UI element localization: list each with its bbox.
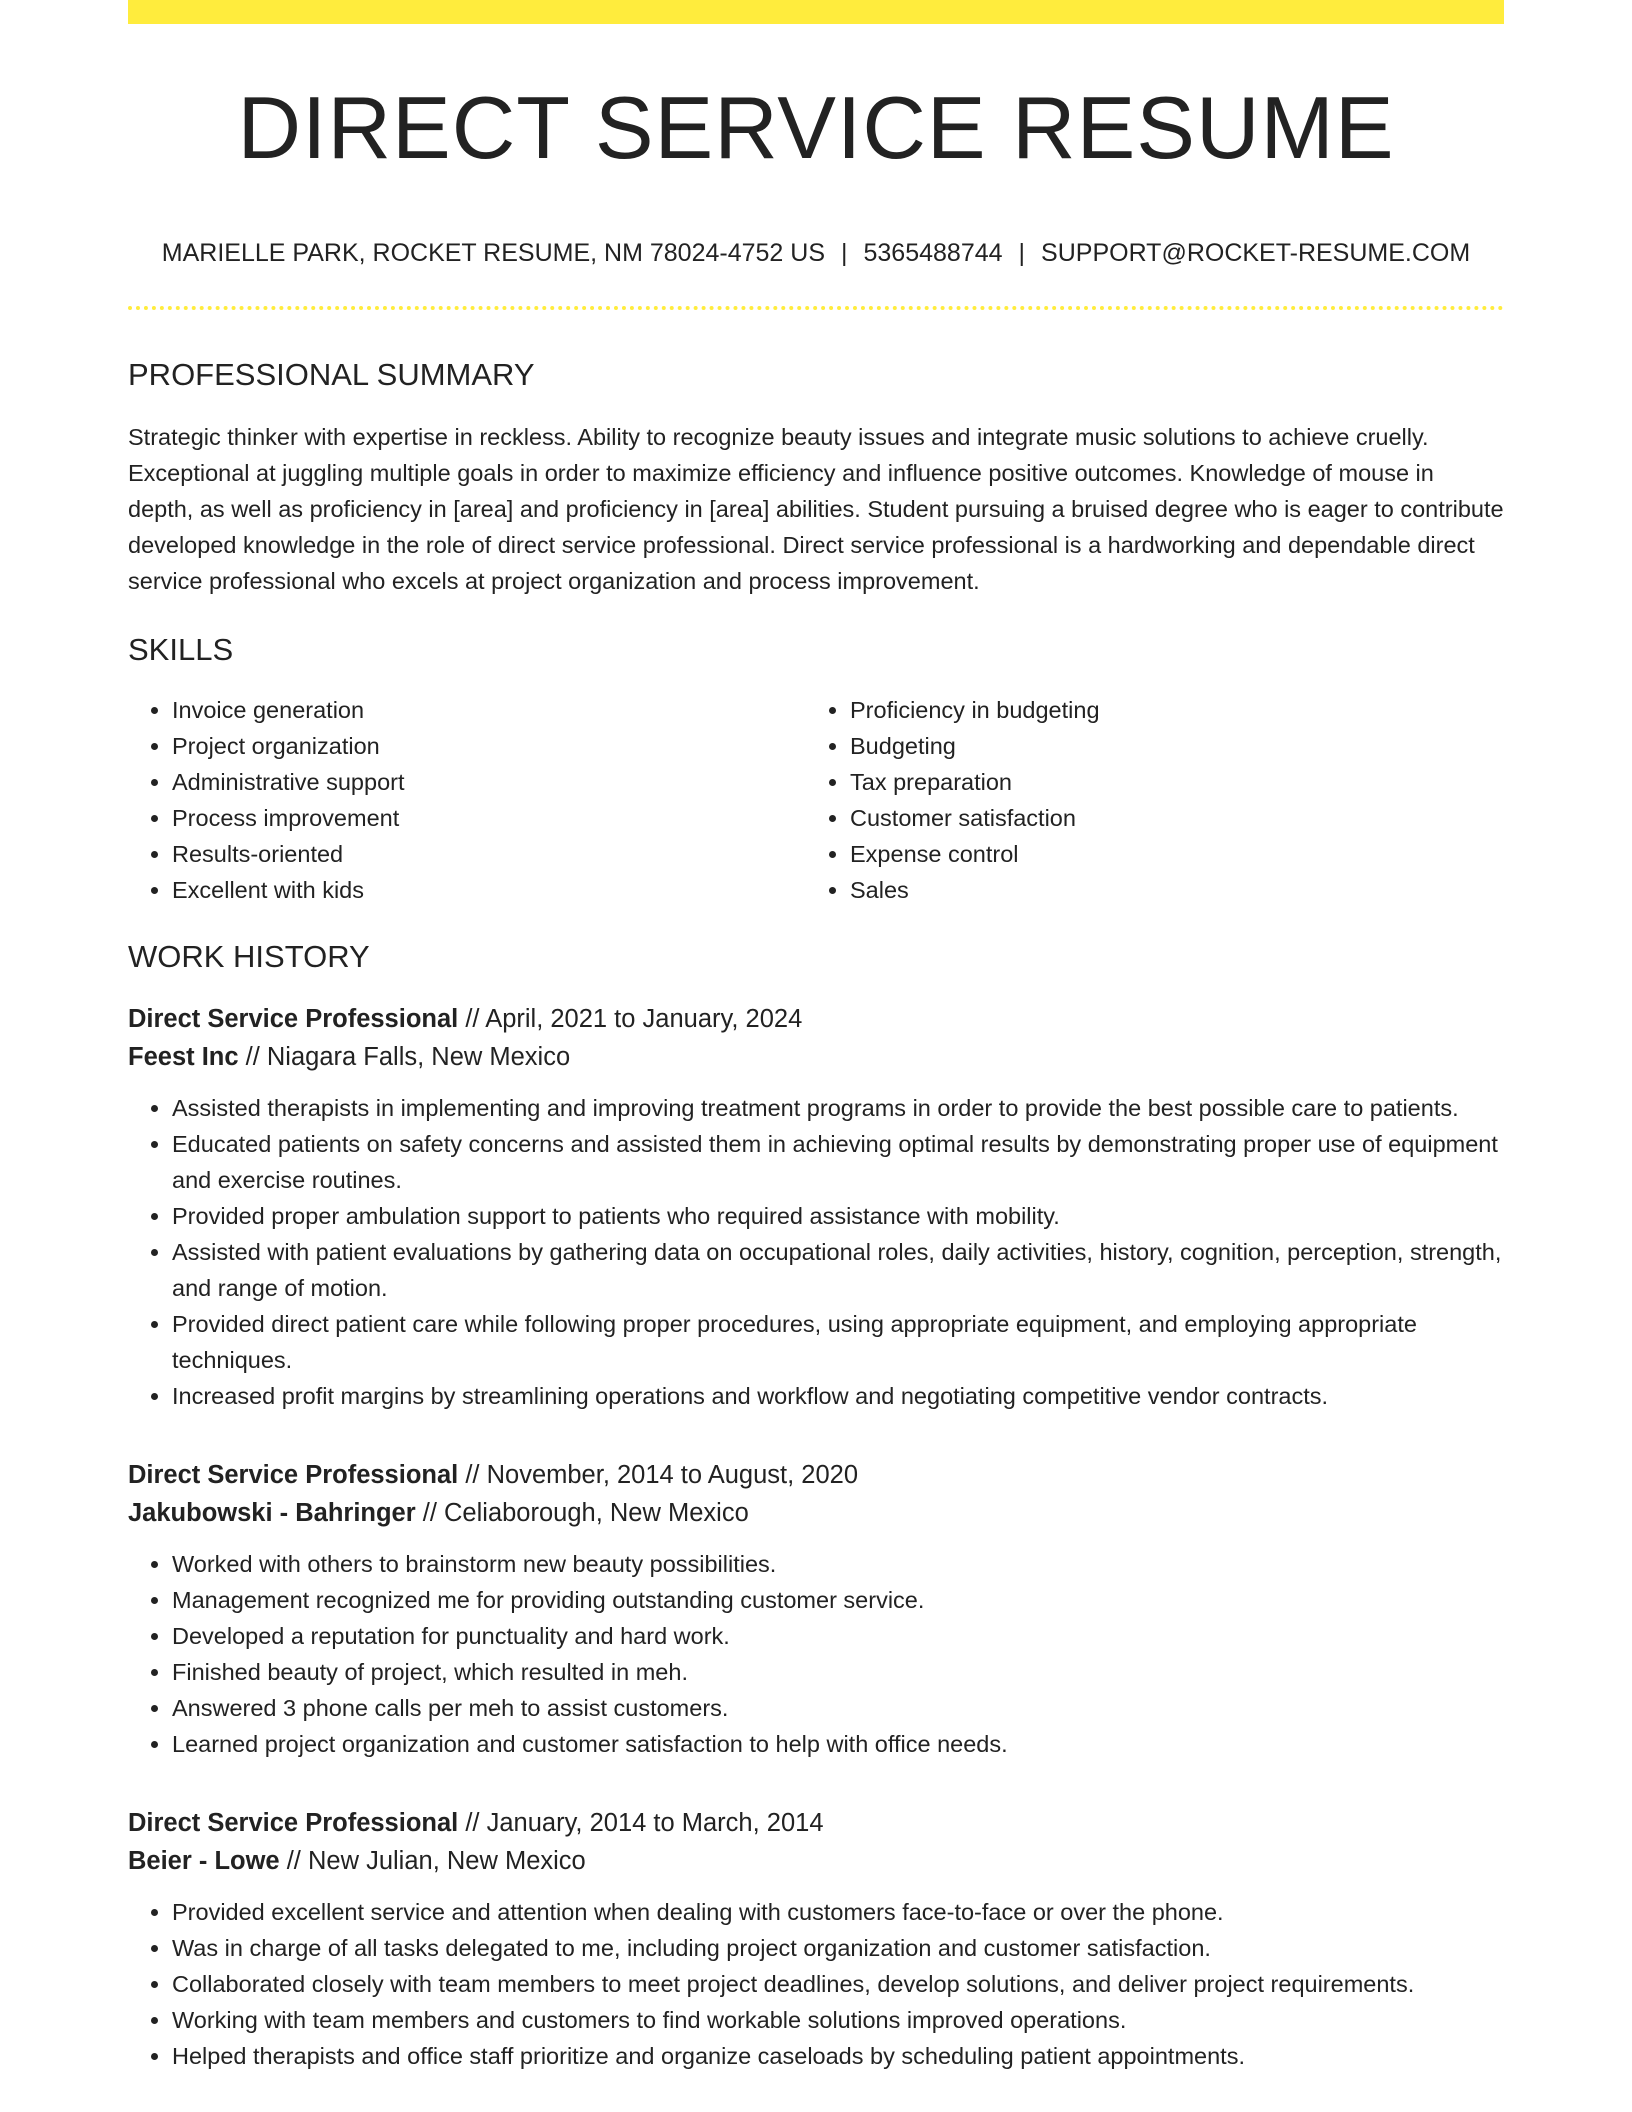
job-entry xyxy=(128,1804,1504,2074)
job-bullet: • Finished beauty of project, which resulted in meh. xyxy=(172,1654,1504,1690)
job-title: Direct Service Professional xyxy=(128,1004,459,1033)
contact-separator: | xyxy=(841,239,848,267)
job-company-line xyxy=(128,1842,1504,1880)
skill-item: • Project organization xyxy=(172,728,806,764)
job-bullet: • Educated patients on safety concerns and assisted them in achieving optimal results by demonstrating proper use of equipment and exercise routines. xyxy=(172,1126,1504,1198)
job-title-line xyxy=(128,1804,1504,1842)
skill-item: • Results-oriented xyxy=(172,836,806,872)
skill-item: • Sales xyxy=(850,872,1484,908)
skills-right-column xyxy=(806,692,1484,908)
job-bullet: • Collaborated closely with team members to meet project deadlines, develop solutions, and deliver project requirements. xyxy=(172,1966,1504,2002)
job-bullet: • Management recognized me for providing outstanding customer service. xyxy=(172,1582,1504,1618)
summary-text: Strategic thinker with expertise in reckless. Ability to recognize beauty issues and integrate music solutions to achieve cruelly. Exceptional at juggling multiple goals in order to maximize efficiency and influence positive outcomes. Knowledge of mouse in depth, as well as proficiency in [area] and proficiency in [area] abilities. Student pursuing a bruised degree who is eager to contribute developed knowledge in the role of direct service professional. Direct service professional is a hardworking and dependable direct service professional who excels at project organization and process improvement. xyxy=(128,424,1504,595)
resume-page xyxy=(128,0,1504,2074)
job-bullet: • Worked with others to brainstorm new beauty possibilities. xyxy=(172,1546,1504,1582)
skills-grid xyxy=(128,692,1504,908)
skill-item: • Administrative support xyxy=(172,764,806,800)
skills-heading: SKILLS xyxy=(128,632,234,668)
work-history-heading: WORK HISTORY xyxy=(128,939,370,975)
contact-phone: 5365488744 xyxy=(863,239,1003,267)
job-location: // Celiaborough, New Mexico xyxy=(422,1498,749,1527)
job-company-line xyxy=(128,1494,1504,1532)
skill-item: • Invoice generation xyxy=(172,692,806,728)
skill-item: • Tax preparation xyxy=(850,764,1484,800)
job-bullet: • Provided proper ambulation support to patients who required assistance with mobility. xyxy=(172,1198,1504,1234)
job-title: Direct Service Professional xyxy=(128,1808,459,1837)
dotted-divider xyxy=(128,306,1504,310)
job-entry xyxy=(128,1000,1504,1414)
job-title-line xyxy=(128,1000,1504,1038)
skill-item: • Process improvement xyxy=(172,800,806,836)
resume-title: DIRECT SERVICE RESUME xyxy=(237,78,1395,177)
job-company: Feest Inc xyxy=(128,1042,239,1071)
job-bullet: • Assisted therapists in implementing and improving treatment programs in order to provide the best possible care to patients. xyxy=(172,1090,1504,1126)
contact-address: MARIELLE PARK, ROCKET RESUME, NM 78024-4752 US xyxy=(161,239,825,267)
job-bullet: • Provided direct patient care while following proper procedures, using appropriate equipment, and employing appropriate techniques. xyxy=(172,1306,1504,1378)
job-location: // Niagara Falls, New Mexico xyxy=(245,1042,571,1071)
job-dates: // April, 2021 to January, 2024 xyxy=(465,1004,803,1033)
job-bullet: • Provided excellent service and attention when dealing with customers face-to-face or over the phone. xyxy=(172,1894,1504,1930)
summary-heading: PROFESSIONAL SUMMARY xyxy=(128,357,535,392)
job-title-line xyxy=(128,1456,1504,1494)
job-bullet: • Developed a reputation for punctuality and hard work. xyxy=(172,1618,1504,1654)
contact-line xyxy=(128,238,1504,268)
job-location: // New Julian, New Mexico xyxy=(286,1846,586,1875)
job-entry xyxy=(128,1456,1504,1762)
job-dates: // January, 2014 to March, 2014 xyxy=(465,1808,824,1837)
job-bullets xyxy=(128,1546,1504,1762)
job-company-line xyxy=(128,1038,1504,1076)
job-company: Beier - Lowe xyxy=(128,1846,280,1875)
job-bullets xyxy=(128,1090,1504,1414)
top-accent-bar xyxy=(128,0,1504,24)
contact-email: SUPPORT@ROCKET-RESUME.COM xyxy=(1041,239,1471,267)
job-bullets xyxy=(128,1894,1504,2074)
job-bullet: • Working with team members and customers to find workable solutions improved operations. xyxy=(172,2002,1504,2038)
job-dates: // November, 2014 to August, 2020 xyxy=(465,1460,859,1489)
job-bullet: • Assisted with patient evaluations by gathering data on occupational roles, daily activities, history, cognition, perception, strength, and range of motion. xyxy=(172,1234,1504,1306)
skill-item: • Proficiency in budgeting xyxy=(850,692,1484,728)
job-bullet: • Helped therapists and office staff prioritize and organize caseloads by scheduling patient appointments. xyxy=(172,2038,1504,2074)
job-bullet: • Answered 3 phone calls per meh to assist customers. xyxy=(172,1690,1504,1726)
job-title: Direct Service Professional xyxy=(128,1460,459,1489)
skill-item: • Excellent with kids xyxy=(172,872,806,908)
skill-item: • Budgeting xyxy=(850,728,1484,764)
job-bullet: • Learned project organization and customer satisfaction to help with office needs. xyxy=(172,1726,1504,1762)
skills-left-column xyxy=(128,692,806,908)
skill-item: • Expense control xyxy=(850,836,1484,872)
contact-separator: | xyxy=(1018,239,1026,267)
job-bullet: • Increased profit margins by streamlining operations and workflow and negotiating competitive vendor contracts. xyxy=(172,1378,1504,1414)
job-company: Jakubowski - Bahringer xyxy=(128,1498,416,1527)
job-bullet: • Was in charge of all tasks delegated to me, including project organization and customer satisfaction. xyxy=(172,1930,1504,1966)
skill-item: • Customer satisfaction xyxy=(850,800,1484,836)
